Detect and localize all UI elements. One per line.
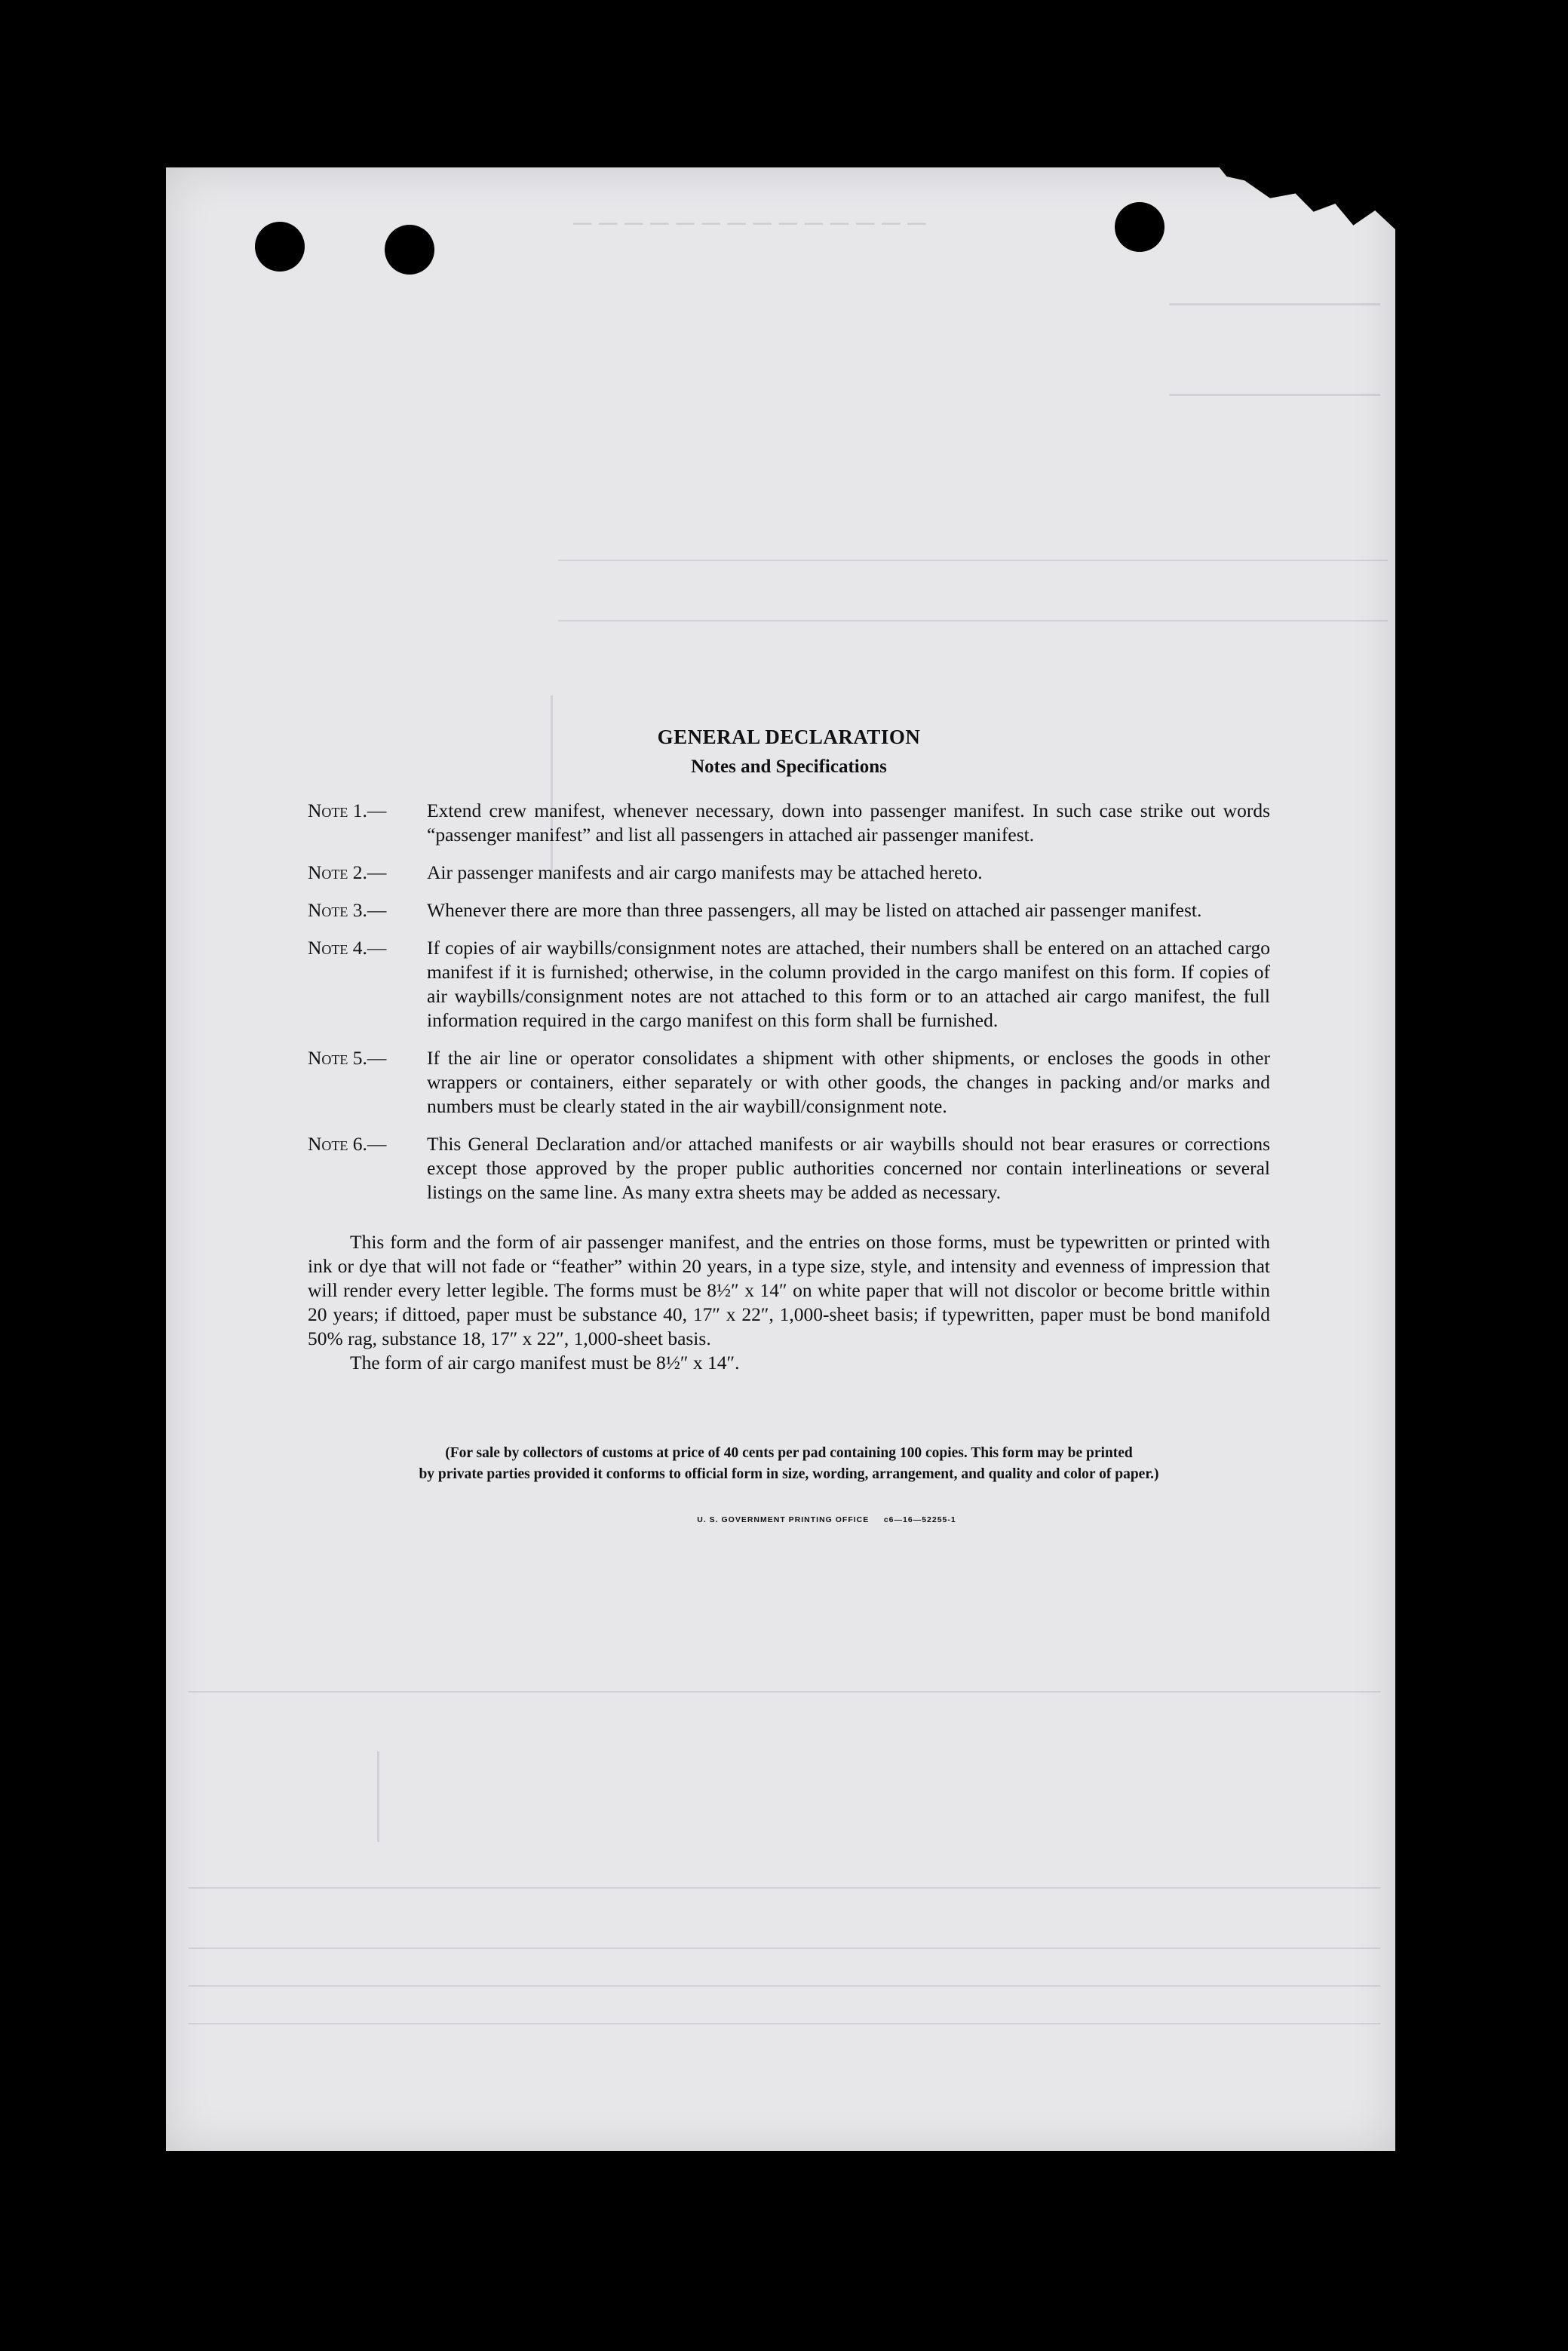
form-specification-paragraph: This form and the form of air passenger manifest, and the entries on those forms, must be typewritten or printed with ink or dye that will not fade or “feather” within 20 years, in a type size, style, and intensity and evenness of impression that will render every letter legible. The forms must be 8½″ x 14″ on white paper that will not discolor or become brittle within 20 years; if dittoed, paper must be substance 40, 17″ x 22″, 1,000-sheet basis; if typewritten, paper must be bond manifold 50% rag, substance 18, 17″ x 22″, 1,000-sheet basis. (308, 1231, 1270, 1349)
note-6-text: This General Declaration and/or attached manifests or air waybills should not bear erasures or corrections except those approved by the proper public authorities concerned nor contain interlineations or several listings on the same line. As many extra sheets may be added as necessary. (427, 1133, 1270, 1203)
note-2-text: Air passenger manifests and air cargo manifests may be attached hereto. (427, 861, 983, 883)
show-through-rule-4 (558, 620, 1388, 622)
note-5-text: If the air line or operator consolidates a shipment with other shipments, or encloses the goods in other wrappers or containers, either separately or with other goods, the changes in packing and/or marks and numbers must be clearly stated in the air waybill/consignment note. (427, 1047, 1270, 1117)
show-through-rule-2 (1169, 394, 1380, 396)
note-4-text: If copies of air waybills/consignment notes are attached, their numbers shall be entered on an attached cargo manifest if it is furnished; otherwise, in the column provided in the cargo manifest on this form. If copies of air waybills/consignment notes are not attached to this form or to an attached air cargo manifest, the full information required in the cargo manifest on this form shall be furnished. (427, 937, 1270, 1031)
document-subtitle: Notes and Specifications (691, 757, 887, 777)
document-page (166, 167, 1395, 2151)
note-1-text: Extend crew manifest, whenever necessary, down into passenger manifest. In such case strike out words “passenger manifest” and list all passengers in attached air passenger manifest. (427, 800, 1270, 846)
sale-notice (308, 1443, 1270, 1485)
note-5-label: Note 5.— (308, 1047, 387, 1069)
punch-hole-center (385, 225, 434, 275)
note-6-label: Note 6.— (308, 1133, 387, 1155)
note-4 (308, 936, 1270, 1033)
note-1 (308, 799, 1270, 847)
torn-corner (1216, 163, 1397, 231)
show-through-rule-8 (377, 1751, 379, 1842)
show-through-rule-11 (189, 2023, 1380, 2024)
note-5 (308, 1046, 1270, 1119)
show-through-rule-3 (558, 560, 1388, 561)
note-3 (308, 898, 1270, 922)
note-3-text: Whenever there are more than three passengers, all may be listed on attached air passenger manifest. (427, 899, 1202, 921)
sale-notice-line-2: by private parties provided it conforms to official form in size, wording, arrangement, and quality and color of paper.) (419, 1466, 1159, 1482)
show-through-rule-9 (189, 1947, 1380, 1949)
printing-office-imprint: U. S. GOVERNMENT PRINTING OFFICE c6—16—52255-1 (697, 1515, 956, 1524)
show-through-rule-6 (189, 1691, 1380, 1693)
show-through-header: ────────────── (573, 210, 934, 238)
sale-notice-line-1: (For sale by collectors of customs at price of 40 cents per pad containing 100 copies. This form may be printed (445, 1445, 1133, 1461)
document-title: GENERAL DECLARATION (657, 726, 921, 748)
punch-hole-right (1115, 202, 1164, 252)
note-2 (308, 861, 1270, 885)
note-1-label: Note 1.— (308, 800, 387, 821)
cargo-manifest-paragraph: The form of air cargo manifest must be 8½″ x 14″. (350, 1352, 740, 1373)
show-through-rule-7 (189, 1887, 1380, 1889)
note-2-label: Note 2.— (308, 861, 387, 883)
note-6 (308, 1132, 1270, 1205)
note-4-label: Note 4.— (308, 937, 387, 959)
notes-content (308, 726, 1270, 1524)
show-through-rule-1 (1169, 303, 1380, 305)
punch-hole-left (255, 222, 305, 272)
show-through-rule-10 (189, 1985, 1380, 1987)
note-3-label: Note 3.— (308, 899, 387, 921)
